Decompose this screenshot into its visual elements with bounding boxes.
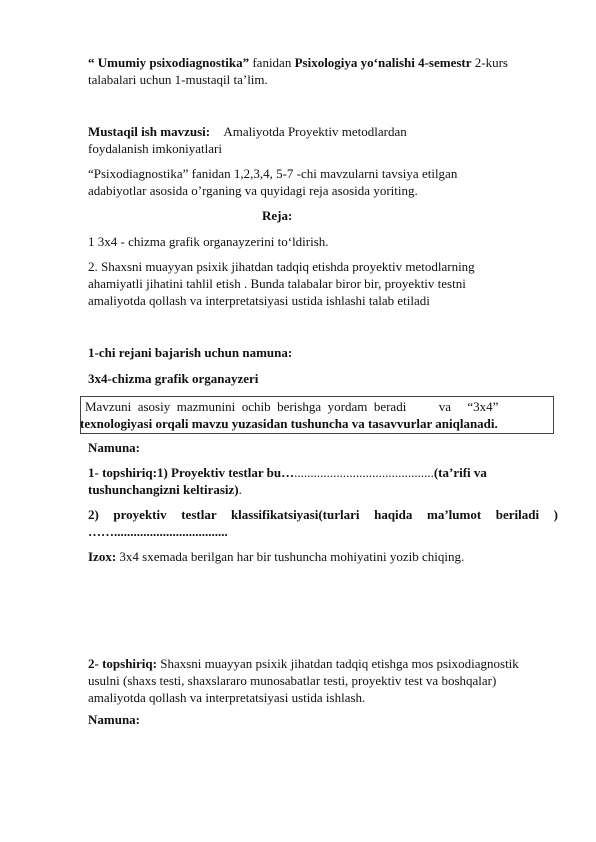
plan-title: Reja: <box>262 208 293 223</box>
task1-line2-text: tushunchangizni keltirasiz) <box>88 482 239 497</box>
task1-dots: ........................................... <box>294 465 434 480</box>
task1-bold: 1- topshiriq:1) Proyektiv testlar bu… <box>88 465 295 480</box>
plan-item-2-line-2: ahamiyatli jihatini tahlil etish . Bunda talabalar biror bir, proyektiv testni <box>88 276 466 291</box>
instruction-line-1: “Psixodiagnostika” fanidan 1,2,3,4, 5-7 -chi mavzularni tavsiya etilgan <box>88 166 458 181</box>
task1-item-2-line-1: 2) proyektiv testlar klassifikatsiyasi(turlari haqida ma’lumot beriladi ) <box>88 507 558 522</box>
topic-text: Amaliyotda Proyektiv metodlardan <box>223 124 407 139</box>
task2-line-1 <box>88 655 558 672</box>
organizer-title: 3x4-chizma grafik organayzeri <box>88 371 259 386</box>
course-title: “ Umumiy psixodiagnostika” <box>88 55 250 70</box>
plan-item-2-line-3: amaliyotda qollash va interpretatsiyasi ustida ishlashi talab etiladi <box>88 293 430 308</box>
topic-line-2: foydalanish imkoniyatlari <box>88 141 222 156</box>
plan-item-2-line-1: 2. Shaxsni muayyan psixik jihatdan tadqiq etishda proyektiv metodlarning <box>88 259 475 274</box>
task2-namuna: Namuna: <box>88 712 141 727</box>
topic-label: Mustaqil ish mavzusi: <box>88 124 211 139</box>
task1-end: (ta’rifi va <box>433 465 487 480</box>
box-line-1: Mavzuni asosiy mazmunini ochib berishga yordam beradi va “3x4” <box>85 399 499 414</box>
note-text: 3x4 sxemada berilgan har bir tushuncha mohiyatini yozib chiqing. <box>116 549 465 564</box>
course-rest: 2-kurs <box>471 55 508 70</box>
organizer-description-box <box>80 396 554 434</box>
task1-item-2-line-2: ……................................... <box>88 524 228 539</box>
task2-line-2: usulni (shaxs testi, shaxslararo munosabatlar testi, proyektiv test va boshqalar) <box>88 673 497 688</box>
task1-line-1 <box>88 464 558 481</box>
instruction-line-2: adabiyotlar asosida o’rganing va quyidagi reja asosida yoriting. <box>88 183 418 198</box>
namuna-label: Namuna: <box>88 440 141 455</box>
direction-text: Psixologiya yo‘nalishi 4-semestr <box>294 55 472 70</box>
task2-label: 2- topshiriq: <box>88 656 157 671</box>
plan-item-1: 1 3x4 - chizma grafik organayzerini to‘ldirish. <box>88 234 329 249</box>
fanidan-text: fanidan <box>249 55 295 70</box>
box-line-2: texnologiyasi orqali mavzu yuzasidan tushuncha va tasavvurlar aniqlanadi. <box>80 416 498 431</box>
task2-text: Shaxsni muayyan psixik jihatdan tadqiq etishga mos psixodiagnostik <box>156 656 519 671</box>
task2-line-3: amaliyotda qollash va interpretatsiyasi ustida ishlash. <box>88 690 366 705</box>
header-line-1 <box>88 54 558 71</box>
note-label: Izox: <box>88 549 117 564</box>
note-line <box>88 548 558 565</box>
header-line-2: talabalari uchun 1-mustaqil ta’lim. <box>88 72 268 87</box>
task1-period: . <box>238 482 242 497</box>
task1-line-2 <box>88 481 558 498</box>
sample-heading: 1-chi rejani bajarish uchun namuna: <box>88 345 293 360</box>
topic-line-1 <box>88 123 558 140</box>
